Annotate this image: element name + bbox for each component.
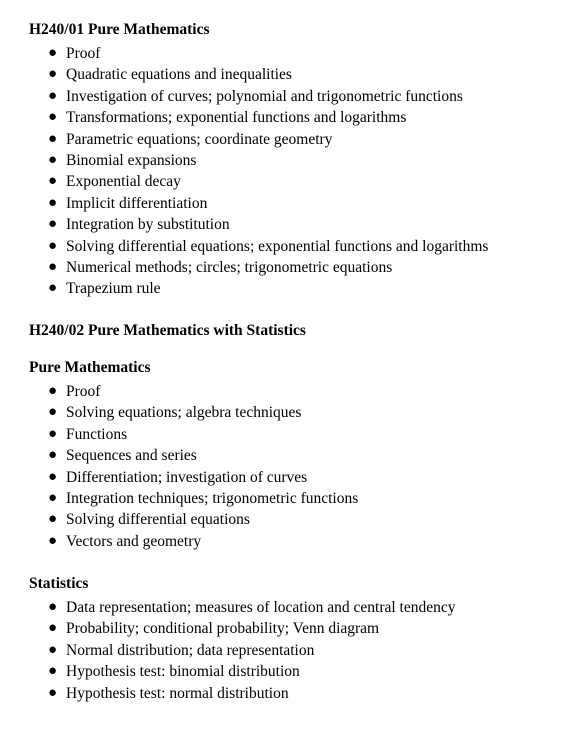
bullet-icon: ● (48, 663, 58, 680)
list-item: ● Differentiation; investigation of curves (0, 467, 358, 488)
list-item: ● Implicit differentiation (0, 193, 488, 214)
bullet-icon: ● (48, 237, 58, 254)
bullet-icon: ● (48, 468, 58, 485)
list-item: ● Functions (0, 424, 358, 445)
topic-list-statistics (0, 597, 455, 704)
list-item: ● Trapezium rule (0, 278, 488, 299)
subsection-heading-pure-mathematics: Pure Mathematics (29, 359, 151, 376)
bullet-icon: ● (48, 404, 58, 421)
bullet-icon: ● (48, 489, 58, 506)
list-item: ● Integration by substitution (0, 214, 488, 235)
list-item: ● Proof (0, 381, 358, 402)
bullet-icon: ● (48, 109, 58, 126)
bullet-icon: ● (48, 280, 58, 297)
list-item: ● Probability; conditional probability; Venn diagram (0, 618, 455, 639)
bullet-icon: ● (48, 383, 58, 399)
bullet-icon: ● (48, 620, 58, 637)
list-item: ● Hypothesis test: normal distribution (0, 683, 455, 704)
bullet-icon: ● (48, 194, 58, 211)
bullet-icon: ● (48, 447, 58, 464)
list-item: ● Proof (0, 43, 488, 64)
list-item: ● Investigation of curves; polynomial and trigonometric functions (0, 86, 488, 107)
list-item: ● Hypothesis test: binomial distribution (0, 661, 455, 682)
bullet-icon: ● (48, 684, 58, 701)
list-item: ● Quadratic equations and inequalities (0, 64, 488, 85)
topic-list-h240-01 (0, 43, 488, 300)
list-item: ● Solving equations; algebra techniques (0, 402, 358, 423)
bullet-icon: ● (48, 45, 58, 61)
list-item: ● Normal distribution; data representation (0, 640, 455, 661)
list-item: ● Sequences and series (0, 445, 358, 466)
bullet-icon: ● (48, 66, 58, 83)
list-item: ● Data representation; measures of location and central tendency (0, 597, 455, 618)
list-item: ● Solving differential equations; exponential functions and logarithms (0, 236, 488, 257)
bullet-icon: ● (48, 130, 58, 147)
list-item: ● Integration techniques; trigonometric functions (0, 488, 358, 509)
bullet-icon: ● (48, 641, 58, 658)
list-item: ● Solving differential equations (0, 509, 358, 530)
bullet-icon: ● (48, 151, 58, 168)
bullet-icon: ● (48, 173, 58, 190)
list-item: ● Exponential decay (0, 171, 488, 192)
section-heading-h240-02: H240/02 Pure Mathematics with Statistics (29, 322, 306, 339)
topic-list-pure-mathematics (0, 381, 358, 552)
list-item: ● Binomial expansions (0, 150, 488, 171)
section-heading-h240-01: H240/01 Pure Mathematics (29, 21, 210, 38)
bullet-icon: ● (48, 511, 58, 528)
subsection-heading-statistics: Statistics (29, 575, 89, 592)
list-item: ● Parametric equations; coordinate geometry (0, 129, 488, 150)
bullet-icon: ● (48, 216, 58, 233)
bullet-icon: ● (48, 258, 58, 275)
bullet-icon: ● (48, 87, 58, 104)
bullet-icon: ● (48, 532, 58, 549)
list-item: ● Numerical methods; circles; trigonometric equations (0, 257, 488, 278)
list-item: ● Transformations; exponential functions and logarithms (0, 107, 488, 128)
bullet-icon: ● (48, 599, 58, 615)
bullet-icon: ● (48, 425, 58, 442)
list-item: ● Vectors and geometry (0, 531, 358, 552)
